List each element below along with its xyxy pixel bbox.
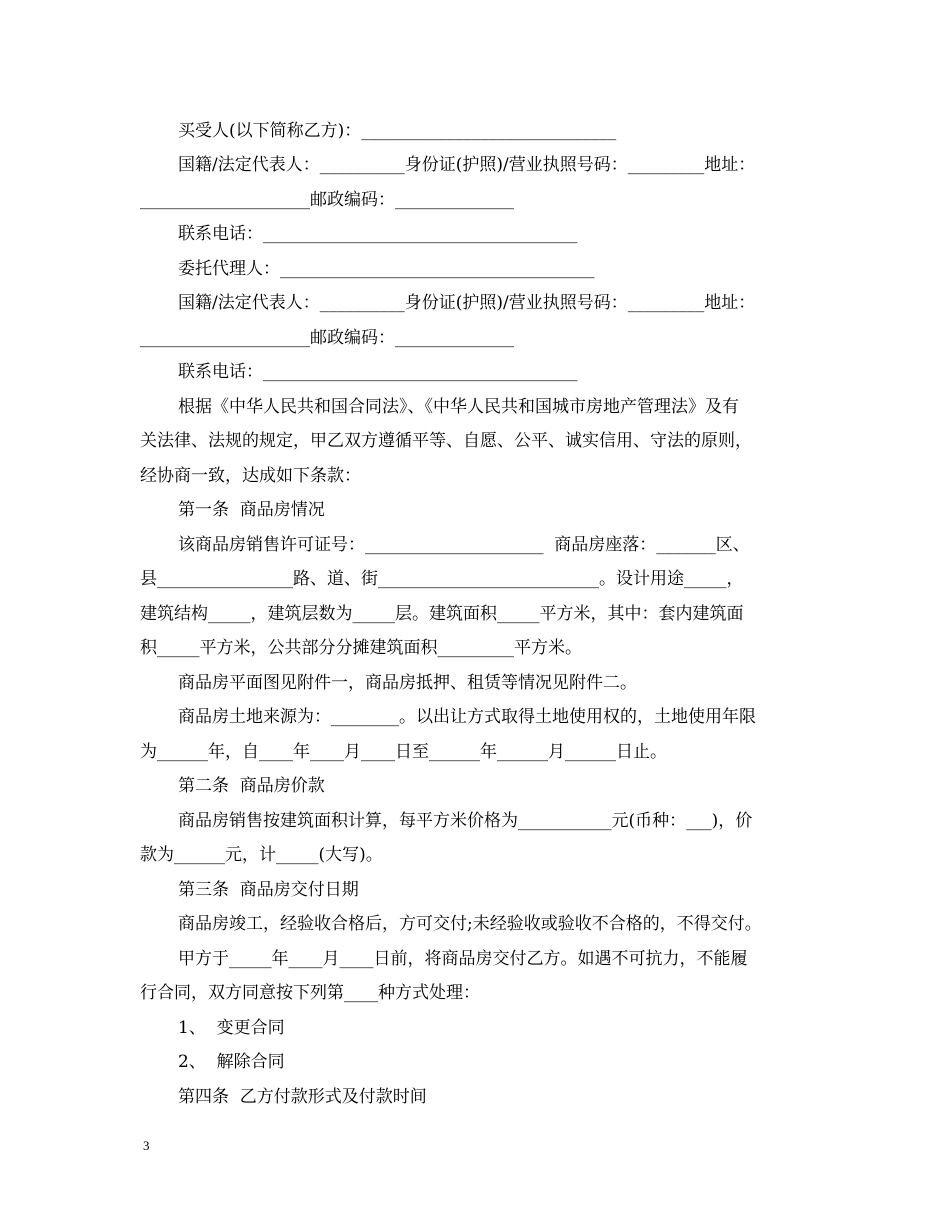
article-3-line-2: 甲方于_____年____月____日前，将商品房交付乙方。如遇不可抗力，不能履 [178, 949, 748, 969]
land-source-line-2: 为______年，自____年____月____日至______年______月______日止。 [140, 742, 667, 762]
article-3-line-1: 商品房竣工，经验收合格后，方可交付;未经验收或验收不合格的，不得交付。 [178, 914, 762, 934]
land-source-line-1: 商品房土地来源为：________。以出让方式取得土地使用权的，土地使用年限 [178, 707, 756, 727]
buyer-postal-line: ____________________邮政编码：______________ [140, 190, 514, 210]
agent-phone-line: 联系电话：_____________________________________ [178, 362, 578, 382]
buyer-line: 买受人(以下简称乙方)：______________________________ [178, 121, 617, 141]
paragraph-basis-line-3: 经协商一致，达成如下条款： [140, 466, 361, 486]
paragraph-basis-line-2: 关法律、法规的规定，甲乙双方遵循平等、自愿、公平、诚实信用、守法的原则， [140, 431, 752, 451]
option-1-line: 1、 变更合同 [178, 1018, 285, 1038]
agent-line: 委托代理人：_____________________________________ [178, 259, 595, 279]
article-1-line-2: 县________________路、道、街__________________________。设计用途_____， [140, 569, 744, 589]
article-1-attachment-line: 商品房平面图见附件一，商品房抵押、租赁等情况见附件二。 [178, 673, 637, 693]
agent-postal-line: ____________________邮政编码：______________ [140, 328, 514, 348]
article-1-heading: 第一条 商品房情况 [178, 500, 325, 520]
article-2-heading: 第二条 商品房价款 [178, 776, 325, 796]
article-1-line-1: 该商品房销售许可证号：_____________________ 商品房座落：_______区、 [178, 535, 750, 555]
article-4-heading: 第四条 乙方付款形式及付款时间 [178, 1087, 427, 1107]
article-3-heading: 第三条 商品房交付日期 [178, 880, 359, 900]
buyer-nationality-line: 国籍/法定代表人：__________身份证(护照)/营业执照号码：_________地址： [178, 155, 756, 175]
article-2-line-2: 款为______元，计_____(大写)。 [140, 845, 383, 865]
option-2-line: 2、 解除合同 [178, 1052, 285, 1072]
agent-nationality-line: 国籍/法定代表人：__________身份证(护照)/营业执照号码：_________地址： [178, 293, 756, 313]
page-number: 3 [143, 1138, 150, 1153]
article-1-line-3: 建筑结构_____，建筑层数为_____层。建筑面积_____平方米，其中：套内建筑面 [140, 604, 744, 624]
paragraph-basis-line-1: 根据《中华人民共和国合同法》、《中华人民共和国城市房地产管理法》及有 [178, 397, 739, 417]
article-3-line-3: 行合同，双方同意按下列第____种方式处理： [140, 983, 480, 1003]
buyer-phone-line: 联系电话：_____________________________________ [178, 224, 578, 244]
article-1-line-4: 积_____平方米，公共部分分摊建筑面积_________平方米。 [140, 638, 582, 658]
article-2-line-1: 商品房销售按建筑面积计算，每平方米价格为___________元(币种：___)，价 [178, 811, 753, 831]
